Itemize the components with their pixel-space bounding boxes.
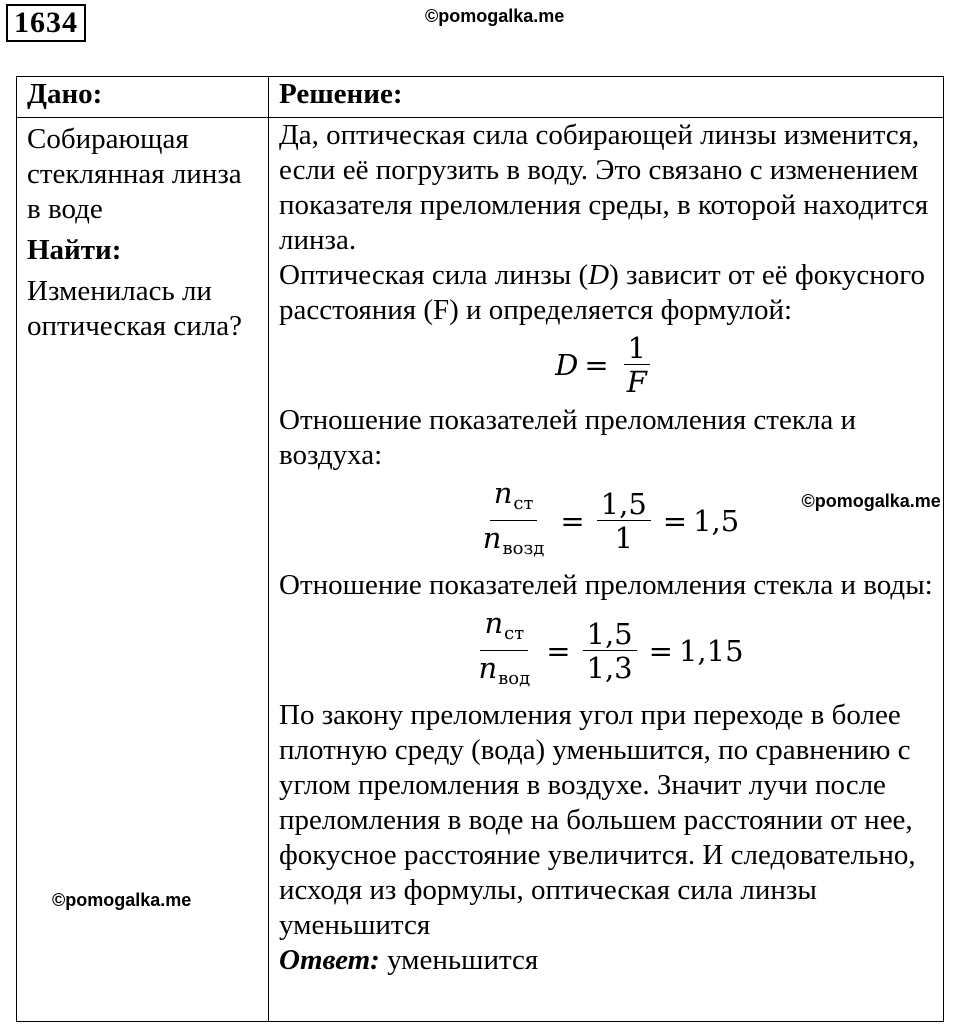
formula2-den-var: n [482, 521, 502, 555]
formula3-frac-den: 1,3 [586, 651, 633, 685]
solution-paragraph-5: По закону преломления угол при переходе в более плотную среду (вода) уменьшится, по сравнению с углом преломления в воздухе. Значит лучи после преломления в воде на большем расстоянии от нее, фокусное расстояние увеличится. И следовательно, исходя из формулы, оптическая сила линзы уменьшится [279, 699, 916, 941]
watermark-top: ©pomogalka.me [425, 6, 565, 26]
solution-paragraph-3: Отношение показателей преломления стекла и воздуха: [279, 404, 857, 471]
formula1-den: F [626, 365, 647, 399]
formula3-eq2: = [648, 634, 673, 668]
solution-heading: Решение: [269, 77, 944, 118]
solution-paragraph-4: Отношение показателей преломления стекла и воды: [279, 569, 933, 601]
solution-cell [269, 118, 944, 1022]
p2-after: ) зависит от её фокусного расстояния (F) и определяется формулой: [279, 259, 925, 326]
given-cell [17, 118, 269, 1022]
formula2-den-sub: возд [502, 538, 545, 559]
formula1-eq: = [584, 348, 609, 382]
solution-paragraph-1: Да, оптическая сила собирающей линзы изменится, если её погрузить в воду. Это связано с изменением показателя преломления среды, в которой находится линза. [279, 119, 929, 256]
formula3-frac-num: 1,5 [583, 618, 637, 651]
problem-number: 1634 [6, 4, 86, 42]
formula3-result: 1,15 [678, 634, 744, 668]
solution-paragraph-2 [279, 258, 933, 328]
formula3-den-var: n [478, 651, 498, 685]
formula3-den-sub: вод [498, 668, 531, 689]
formula2-num-var: n [493, 476, 513, 510]
formula2-frac-den: 1 [614, 521, 633, 555]
p2-before: Оптическая сила линзы ( [279, 259, 589, 291]
formula1-lhs: D [555, 348, 579, 382]
answer-text: уменьшится [379, 944, 539, 976]
formula3-fraction [583, 618, 637, 685]
formula2-eq1: = [560, 504, 585, 538]
formula3-num-sub: ст [504, 623, 525, 644]
find-text: Изменилась ли оптическая сила? [27, 275, 242, 342]
find-heading: Найти: [27, 234, 122, 266]
solution-table [16, 76, 944, 1022]
content-row [17, 118, 944, 1022]
formula3-num-var: n [484, 606, 504, 640]
formula2-num-sub: ст [513, 493, 534, 514]
formula2-result: 1,5 [693, 504, 740, 538]
header-row [17, 77, 944, 118]
answer-label: Ответ: [279, 944, 380, 976]
formula2-eq2: = [662, 504, 688, 538]
answer-line [279, 943, 933, 978]
formula2-frac-num: 1,5 [597, 488, 651, 521]
formula1-num: 1 [624, 332, 650, 365]
formula1-fraction [623, 332, 651, 399]
formula3-ratio [474, 607, 534, 696]
watermark-middle: ©pomogalka.me [801, 490, 941, 511]
formula-glass-water [279, 607, 933, 696]
formula2-ratio [479, 477, 549, 566]
given-text: Собирающая стеклянная линза в воде [27, 123, 242, 225]
watermark-left: ©pomogalka.me [52, 890, 192, 910]
formula3-eq1: = [546, 634, 571, 668]
p2-symbol: D [588, 259, 610, 291]
formula-optical-power [279, 332, 933, 399]
given-heading: Дано: [17, 77, 269, 118]
formula2-fraction [597, 488, 651, 555]
